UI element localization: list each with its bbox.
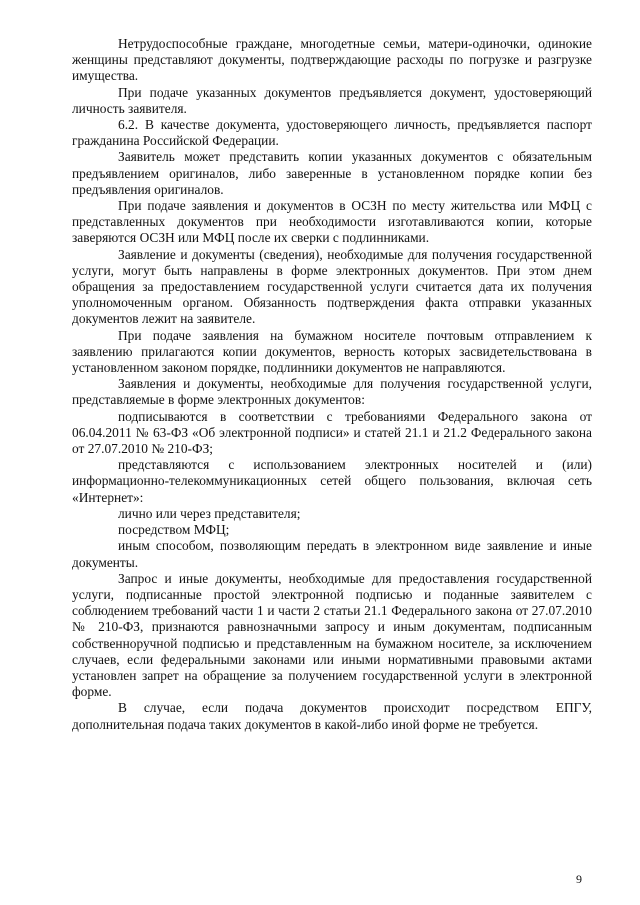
- paragraph-5: При подаче заявления и документов в ОСЗН по месту жительства или МФЦ с представленных документов при необходимости изготавливаются копии, которые заверяются ОСЗН или МФЦ после их сверки с подлинниками.: [72, 198, 592, 246]
- document-body: [72, 36, 592, 733]
- page-number: 9: [576, 872, 582, 886]
- paragraph-2: При подаче указанных документов предъявляется документ, удостоверяющий личность заявителя.: [72, 84, 592, 116]
- paragraph-6: Заявление и документы (сведения), необходимые для получения государственной услуги, могут быть направлены в форме электронных документов. При этом днем обращения за предоставлением государственной услуги считается дата их получения уполномоченным органом. Обязанность подтверждения факта отправки указанных документов лежит на заявителе.: [72, 246, 592, 327]
- paragraph-3: 6.2. В качестве документа, удостоверяющего личность, предъявляется паспорт гражданина Российской Федерации.: [72, 117, 592, 149]
- paragraph-15: В случае, если подача документов происходит посредством ЕПГУ, дополнительная подача таких документов в какой-либо иной форме не требуется.: [72, 700, 592, 732]
- paragraph-14: Запрос и иные документы, необходимые для предоставления государственной услуги, подписанные простой электронной подписью и поданные заявителем с соблюдением требований части 1 и части 2 статьи 21.1 Федерального закона от 27.07.2010 № 210-ФЗ, признаются равнозначными запросу и иным документам, подписанным собственноручной подписью и представленным на бумажном носителе, за исключением случаев, если федеральными законами или иными нормативными правовыми актами установлен запрет на обращение за получением государственной услуги в электронной форме.: [72, 570, 592, 700]
- paragraph-11: лично или через представителя;: [118, 505, 301, 521]
- paragraph-12: посредством МФЦ;: [118, 522, 230, 538]
- paragraph-13: иным способом, позволяющим передать в электронном виде заявление и иные документы.: [72, 538, 592, 570]
- paragraph-10: представляются с использованием электронных носителей и (или) информационно-телекоммуникационных сетей общего пользования, включая сеть «Интернет»:: [72, 457, 592, 505]
- paragraph-1: Нетрудоспособные граждане, многодетные семьи, матери-одиночки, одинокие женщины представляют документы, подтверждающие расходы по погрузке и разгрузке имущества.: [72, 36, 592, 84]
- paragraph-4: Заявитель может представить копии указанных документов с обязательным предъявлением оригиналов, либо заверенные в установленном порядке копии без предъявления оригиналов.: [72, 149, 592, 197]
- paragraph-8: Заявления и документы, необходимые для получения государственной услуги, представляемые в форме электронных документов:: [72, 376, 592, 408]
- paragraph-9: подписываются в соответствии с требованиями Федерального закона от 06.04.2011 № 63-ФЗ «Об электронной подписи» и статей 21.1 и 21.2 Федерального закона от 27.07.2010 № 210-ФЗ;: [72, 408, 592, 457]
- paragraph-7: При подаче заявления на бумажном носителе почтовым отправлением к заявлению прилагаются копии документов, верность которых засвидетельствована в установленном законом порядке, подлинники документов не направляются.: [72, 327, 592, 376]
